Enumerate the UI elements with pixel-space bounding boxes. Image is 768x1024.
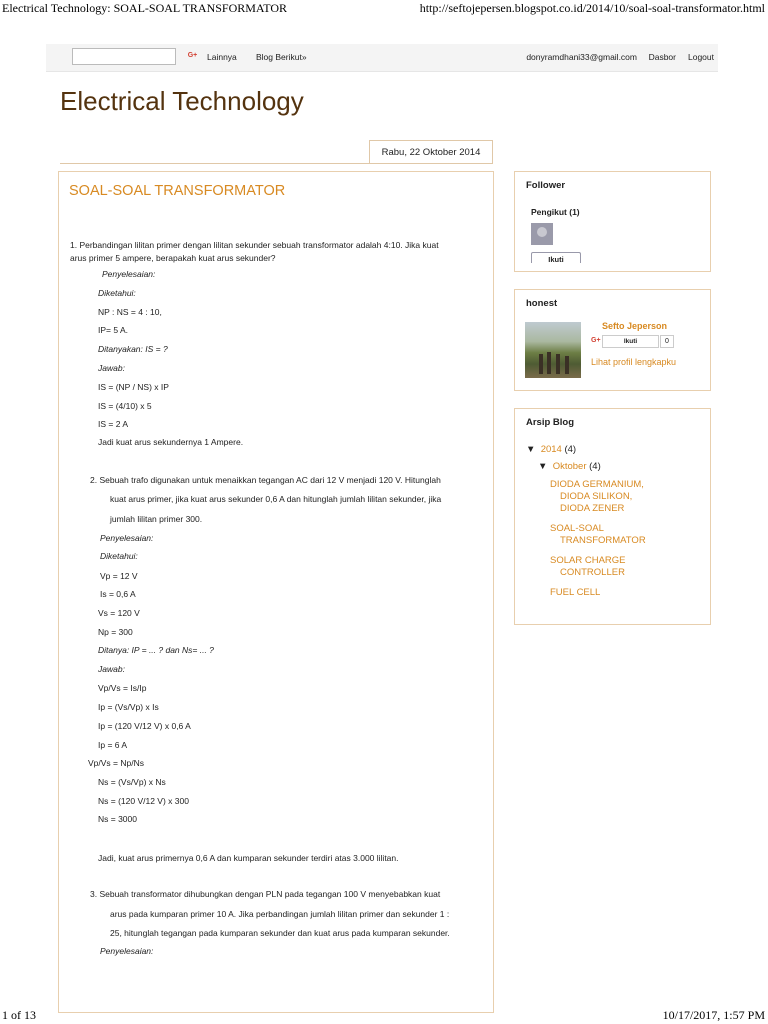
follow-button[interactable]: Ikuti	[531, 252, 581, 263]
archive-year-row[interactable]	[526, 444, 576, 456]
blog-archive-widget	[514, 408, 711, 625]
archive-year-count: (4)	[564, 444, 577, 455]
post-line: IS = (4/10) x 5	[98, 401, 152, 411]
post-line: Ditanya: IP = ... ? dan Ns= ... ?	[98, 645, 214, 655]
post-line: Penyelesaian:	[100, 946, 154, 956]
profile-follower-count: 0	[660, 335, 674, 348]
post-line: 3. Sebuah transformator dihubungkan dengan PLN pada tegangan 100 V menyebabkan kuat	[90, 889, 441, 899]
post-line: Ip = (120 V/12 V) x 0,6 A	[98, 721, 191, 731]
archive-post-title-line: SOAL-SOAL	[550, 523, 604, 534]
followers-widget-title: Follower	[526, 180, 566, 191]
post-line: Is = 0,6 A	[100, 589, 136, 599]
navbar-search-input[interactable]	[72, 48, 176, 65]
photo-figure	[547, 352, 551, 374]
archive-month-row[interactable]	[538, 461, 601, 473]
post-line: Ns = 3000	[98, 814, 137, 824]
post-line: Ip = 6 A	[98, 740, 128, 750]
google-plus-icon[interactable]: G+	[187, 52, 198, 59]
post-line: 25, hitunglah tegangan pada kumparan sekunder dan kuat arus pada kumparan sekunder.	[110, 928, 450, 938]
post-line: IS = 2 A	[98, 419, 129, 429]
post-line: Diketahui:	[98, 288, 136, 298]
navbar-next-blog-link[interactable]: Blog Berikut»	[256, 52, 307, 62]
post-body	[58, 171, 494, 1013]
post-line: Vp/Vs = Is/Ip	[98, 683, 147, 693]
profile-widget-title: honest	[526, 298, 558, 309]
navbar-dashboard-link[interactable]: Dasbor	[648, 52, 676, 62]
post-line: IS = (NP / NS) x IP	[98, 382, 169, 392]
post-line: Jadi, kuat arus primernya 0,6 A dan kumparan sekunder terdiri atas 3.000 lilitan.	[98, 853, 399, 863]
navbar-more-link[interactable]: Lainnya	[207, 52, 237, 62]
blogger-navbar	[46, 44, 718, 72]
post-line: arus primer 5 ampere, berapakah kuat arus sekunder?	[70, 253, 276, 263]
post-line: 1. Perbandingan lilitan primer dengan lilitan sekunder sebuah transformator adalah 4:10. Jika kuat	[70, 240, 439, 250]
blog-title[interactable]: Electrical Technology	[60, 86, 304, 116]
post-line: jumlah lilitan primer 300.	[110, 514, 203, 524]
view-full-profile-link[interactable]: Lihat profil lengkapku	[591, 357, 677, 367]
print-timestamp: 10/17/2017, 1:57 PM	[662, 1008, 765, 1022]
followers-widget	[514, 171, 711, 272]
archive-post-link[interactable]	[550, 523, 646, 547]
photo-figure	[565, 356, 569, 374]
post-line: Penyelesaian:	[102, 269, 156, 279]
post-line: Jawab:	[98, 363, 125, 373]
print-page-url: http://seftojepersen.blogspot.co.id/2014/10/soal-soal-transformator.html	[419, 1, 765, 15]
archive-month-count: (4)	[589, 461, 601, 472]
post-date-header: Rabu, 22 Oktober 2014	[369, 140, 493, 164]
archive-post-title-line: TRANSFORMATOR	[560, 535, 646, 546]
profile-widget	[514, 289, 711, 391]
archive-post-title-line: DIODA SILIKON,	[560, 491, 633, 502]
archive-post-title-line: SOLAR CHARGE	[550, 555, 626, 566]
archive-post-title-line: DIODA ZENER	[560, 503, 625, 514]
expand-triangle-icon[interactable]: ▼	[526, 444, 536, 455]
archive-month-link[interactable]: Oktober	[552, 461, 587, 472]
photo-figure	[539, 354, 543, 374]
profile-photo[interactable]	[525, 322, 581, 378]
print-page-title: Electrical Technology: SOAL-SOAL TRANSFORMATOR	[2, 1, 288, 15]
post-line: Ns = (120 V/12 V) x 300	[98, 796, 189, 806]
archive-post-title-line: CONTROLLER	[560, 567, 625, 578]
followers-count-label: Pengikut (1)	[531, 207, 580, 217]
archive-post-link[interactable]	[550, 587, 600, 599]
profile-follow-button[interactable]: Ikuti	[602, 335, 659, 348]
post-line: arus pada kumparan primer 10 A. Jika perbandingan jumlah lilitan primer dan sekunder 1 :	[110, 909, 450, 919]
post-line: Ip = (Vs/Vp) x Is	[98, 702, 159, 712]
archive-post-link[interactable]	[550, 479, 644, 515]
post-line: IP= 5 A.	[98, 325, 129, 335]
google-plus-icon: G+	[591, 337, 601, 344]
navbar-logout-link[interactable]: Logout	[688, 52, 714, 62]
photo-figure	[556, 354, 560, 374]
archive-post-link[interactable]	[550, 555, 626, 579]
profile-name-link[interactable]: Sefto Jeperson	[602, 321, 668, 331]
post-line: Ns = (Vs/Vp) x Ns	[98, 777, 166, 787]
archive-post-title-line: FUEL CELL	[550, 587, 601, 598]
post-line: kuat arus primer, jika kuat arus sekunder 0,6 A dan hitunglah jumlah lilitan sekunder, jika	[110, 494, 442, 504]
archive-post-title-line: DIODA GERMANIUM,	[550, 479, 644, 490]
print-header	[0, 0, 768, 20]
navbar-user-email: donyramdhani33@gmail.com	[526, 52, 637, 62]
post-title[interactable]: SOAL-SOAL TRANSFORMATOR	[69, 183, 286, 199]
post-line: 2. Sebuah trafo digunakan untuk menaikkan tegangan AC dari 12 V menjadi 120 V. Hitunglah	[90, 475, 441, 485]
post-line: NP : NS = 4 : 10,	[98, 307, 162, 317]
post-line: Ditanyakan: IS = ?	[98, 344, 168, 354]
post-line: Diketahui:	[100, 551, 138, 561]
date-divider	[60, 163, 492, 164]
print-page-number: 1 of 13	[2, 1008, 36, 1022]
post-line: Vs = 120 V	[98, 608, 140, 618]
post-line: Vp/Vs = Np/Ns	[88, 758, 144, 768]
post-line: Vp = 12 V	[100, 571, 138, 581]
post-line: Penyelesaian:	[100, 533, 154, 543]
archive-widget-title: Arsip Blog	[526, 417, 575, 428]
print-footer	[0, 1006, 768, 1024]
post-line: Np = 300	[98, 627, 133, 637]
follower-avatar[interactable]	[531, 223, 553, 245]
post-line: Jadi kuat arus sekundernya 1 Ampere.	[98, 437, 244, 447]
post-line: Jawab:	[98, 664, 125, 674]
archive-year-link[interactable]: 2014	[540, 444, 562, 455]
expand-triangle-icon[interactable]: ▼	[538, 461, 548, 472]
